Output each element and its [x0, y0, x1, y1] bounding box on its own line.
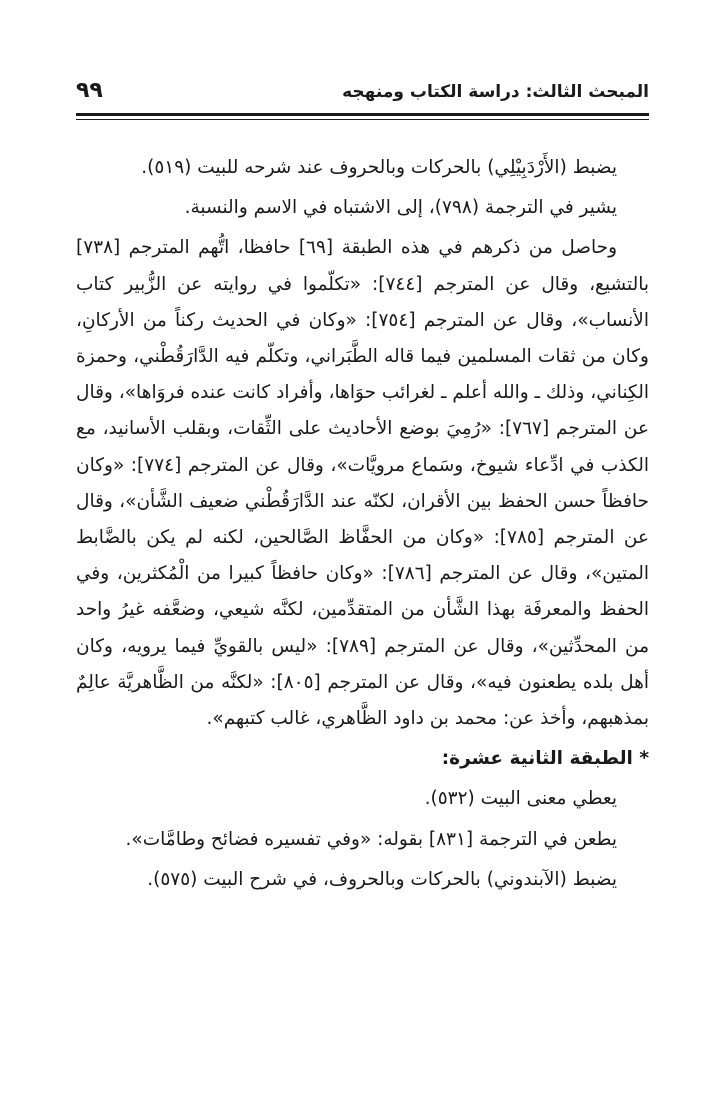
paragraph-ishtibah: يشير في الترجمة (٧٩٨)، إلى الاشتباه في الاسم والنسبة. [184, 197, 617, 219]
page-number: ٩٩ [76, 78, 103, 103]
paragraph-taan: يطعن في الترجمة [٨٣١] بقوله: «وفي تفسيره فضائح وطامَّات». [125, 828, 617, 850]
header-title: المبحث الثالث: دراسة الكتاب ومنهجه [342, 82, 649, 102]
paragraph-abanduni: يضبط (الآبندوني) بالحركات وبالحروف، في شرح البيت (٥٧٥). [147, 868, 617, 890]
section-heading [76, 741, 649, 777]
running-header [76, 78, 649, 108]
header-rule-thin [76, 119, 649, 120]
paragraph-maana: يعطي معنى البيت (٥٣٢). [424, 788, 617, 810]
paragraph-ardabili: يضبط (الأَرْدَبِيْلِي) بالحركات وبالحروف عند شرحه للبيت (٥١٩). [141, 157, 617, 178]
section-title: الطبقة الثانية عشرة: [441, 748, 633, 770]
page-body [76, 150, 649, 902]
section-marker: * [639, 748, 649, 770]
paragraph-summary: وحاصل من ذكرهم في هذه الطبقة [٦٩] حافظا، اتُّهم المترجم [٧٣٨] بالتشيع، وقال عن المترجم [٧٤٤]: «تكلّموا في روايته عن الزُّبير كتاب الأنساب»، وقال عن المترجم [٧٥٤]: «وكان في الحديث ركناً من الأركانِ، وكان من ثقات المسلمين فيما قاله الطَّبَراني، وتكلّم فيه الدَّارَقُطْني، وحمزة الكِناني، وذلك ـ والله أعلم ـ لغرائب حوَاها، وأفراد كانت عنده فروَاها»، وقال عن المترجم [٧٦٧]: «رُمِيَ بوضع الأحاديث على الثِّقات، وبقلب الأسانيد، مع الكذب في ادِّعاء شيوخ، وسَماع مرويَّات»، وقال عن المترجم [٧٧٤]: «وكان حافظاً حسن الحفظ بين الأقران، لكنّه عند الدَّارَقُطْني ضعيف الشَّأن»، وقال عن المترجم [٧٨٥]: «وكان من الحفَّاظ الصَّالحين، لكنه لم يكن بالضَّابط المتين»، وقال عن المترجم [٧٨٦]: «وكان حافظاً كبيرا من الْمُكثرين، وفي الحفظ والمعرفَة بهذا الشَّأن من المتقدِّمين، لكنَّه شيعي، وضعَّفه غيرُ واحد من المحدِّثين»، وقال عن المترجم [٧٨٩]: «ليس بالقويِّ فيما يرويه، وكان أهل بلده يطعنون فيه»، وقال عن المترجم [٨٠٥]: «لكنَّه من الظَّاهريَّة عالِمٌ بمذهبهم، وأخذ عن: محمد بن داود الظَّاهري، غالب كتبهم». [76, 237, 649, 730]
header-rule-thick [76, 113, 649, 116]
